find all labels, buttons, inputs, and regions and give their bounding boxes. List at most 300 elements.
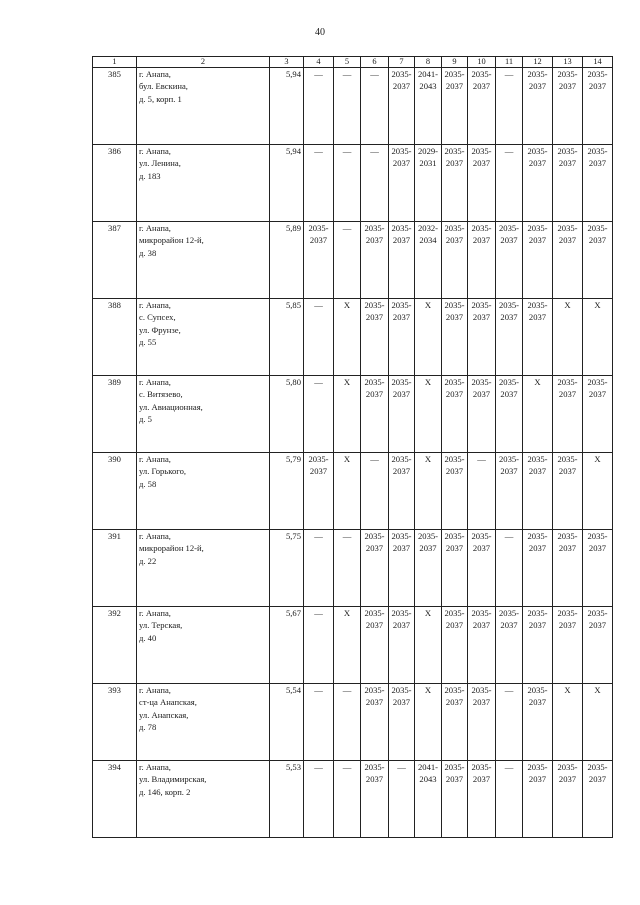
- period-cell-col-12: [523, 607, 553, 684]
- period-line: —: [314, 685, 323, 695]
- period-cell-col-11: [496, 453, 523, 530]
- address-cell: [137, 299, 270, 376]
- period-line: 2035-: [557, 454, 578, 464]
- column-header-14: 14: [583, 57, 613, 68]
- period-cell-col-9: [442, 607, 468, 684]
- period-line: 2035-: [527, 685, 548, 695]
- address-line: ст-ца Анапская,: [139, 697, 197, 708]
- period-line: —: [504, 685, 514, 695]
- period-cell-col-12: [523, 68, 553, 145]
- period-line: 2035-: [391, 685, 412, 695]
- period-line: 2037: [528, 158, 547, 169]
- period-line: 2037: [472, 697, 491, 708]
- row-number: 387: [93, 222, 137, 299]
- table-row: [93, 453, 613, 530]
- column-header-4: 4: [304, 57, 334, 68]
- period-line: 2037: [445, 543, 464, 554]
- column-header-12: 12: [523, 57, 553, 68]
- address-cell: [137, 684, 270, 761]
- period-line: —: [342, 69, 352, 79]
- period-cell-col-13: [553, 453, 583, 530]
- period-line: —: [314, 608, 323, 618]
- period-cell-col-11: [496, 530, 523, 607]
- period-line: 2035-: [471, 223, 492, 233]
- period-cell-col-4: [304, 376, 334, 453]
- table-row: [93, 761, 613, 838]
- period-cell-col-13: [553, 530, 583, 607]
- period-cell-col-4: [304, 453, 334, 530]
- row-number: 390: [93, 453, 137, 530]
- period-cell-col-14: [583, 607, 613, 684]
- period-line: 2035-: [498, 608, 520, 618]
- period-line: —: [370, 146, 379, 156]
- period-line: —: [342, 762, 352, 772]
- period-cell-col-14: [583, 145, 613, 222]
- period-line: 2035-: [471, 531, 492, 541]
- address-cell: [137, 68, 270, 145]
- period-line: 2035-: [391, 608, 412, 618]
- column-header-10: 10: [468, 57, 496, 68]
- period-line: 2035-: [587, 223, 608, 233]
- period-cell-col-8: [415, 68, 442, 145]
- period-cell-col-4: [304, 684, 334, 761]
- period-line: 2037: [588, 543, 607, 554]
- period-cell-col-10: [468, 530, 496, 607]
- period-line: 2035-: [587, 69, 608, 79]
- period-cell-col-6: [361, 530, 389, 607]
- period-line: 2035-: [444, 300, 465, 310]
- period-cell-col-12: [523, 222, 553, 299]
- address-line: г. Анапа,: [139, 300, 171, 310]
- address-line: г. Анапа,: [139, 223, 171, 233]
- period-line: —: [504, 762, 514, 772]
- period-cell-col-11: [496, 376, 523, 453]
- period-line: 2035-: [444, 454, 465, 464]
- period-line: —: [314, 69, 323, 79]
- period-cell-col-4: [304, 607, 334, 684]
- period-cell-col-6: [361, 222, 389, 299]
- period-line: 2037: [472, 81, 491, 92]
- page-number: 40: [315, 27, 325, 38]
- column-header-1: 1: [93, 57, 137, 68]
- period-line: —: [370, 454, 379, 464]
- period-line: 2037: [445, 466, 464, 477]
- period-cell-col-10: [468, 376, 496, 453]
- period-line: 2037: [365, 235, 384, 246]
- period-cell-col-14: [583, 684, 613, 761]
- period-line: 2037: [472, 235, 491, 246]
- period-line: 2037: [528, 235, 547, 246]
- period-line: —: [314, 146, 323, 156]
- period-line: 2037: [472, 543, 491, 554]
- period-cell-col-7: [389, 530, 415, 607]
- period-cell-col-7: [389, 145, 415, 222]
- period-cell-col-5: [334, 299, 361, 376]
- period-cell-col-9: [442, 761, 468, 838]
- column-header-8: 8: [415, 57, 442, 68]
- period-cell-col-12: [523, 145, 553, 222]
- row-number: 389: [93, 376, 137, 453]
- period-line: 2037: [472, 312, 491, 323]
- period-cell-col-12: [523, 684, 553, 761]
- period-line: —: [342, 531, 352, 541]
- period-line: 2035-: [527, 531, 548, 541]
- period-line: 2037: [500, 620, 518, 631]
- row-number: 392: [93, 607, 137, 684]
- period-line: 2035-: [527, 762, 548, 772]
- period-cell-col-14: [583, 299, 613, 376]
- period-line: 2035-: [364, 608, 385, 618]
- period-cell-col-13: [553, 376, 583, 453]
- period-line: 2035-: [391, 377, 412, 387]
- period-line: X: [424, 454, 432, 464]
- table-row: [93, 145, 613, 222]
- period-line: 2037: [445, 81, 464, 92]
- period-line: 2037: [365, 312, 384, 323]
- period-cell-col-6: [361, 684, 389, 761]
- value-cell: 5,94: [270, 68, 304, 145]
- period-line: 2037: [558, 235, 577, 246]
- period-line: 2035-: [364, 300, 385, 310]
- period-line: 2035-: [391, 300, 412, 310]
- period-cell-col-8: [415, 607, 442, 684]
- period-line: 2037: [528, 543, 547, 554]
- table-row: [93, 222, 613, 299]
- period-line: 2037: [500, 466, 518, 477]
- period-line: 2035-: [444, 531, 465, 541]
- period-line: X: [343, 377, 351, 387]
- column-header-9: 9: [442, 57, 468, 68]
- period-line: 2035-: [498, 377, 520, 387]
- row-number: 386: [93, 145, 137, 222]
- address-line: г. Анапа,: [139, 608, 171, 618]
- row-number: 393: [93, 684, 137, 761]
- period-line: 2035-: [444, 685, 465, 695]
- period-line: 2035-: [444, 608, 465, 618]
- period-cell-col-13: [553, 145, 583, 222]
- period-line: 2035-: [471, 377, 492, 387]
- period-line: —: [314, 300, 323, 310]
- period-line: 2035-: [587, 762, 608, 772]
- period-cell-col-11: [496, 607, 523, 684]
- value-cell: 5,67: [270, 607, 304, 684]
- address-line: д. 55: [139, 337, 157, 348]
- period-line: 2035-: [364, 377, 385, 387]
- period-line: 2037: [392, 466, 411, 477]
- period-line: 2032-: [417, 223, 439, 233]
- period-line: X: [594, 454, 601, 464]
- row-number: 385: [93, 68, 137, 145]
- period-cell-col-8: [415, 376, 442, 453]
- period-line: 2037: [419, 543, 437, 554]
- period-line: 2037: [588, 81, 607, 92]
- period-line: 2037: [588, 158, 607, 169]
- period-cell-col-10: [468, 145, 496, 222]
- period-line: 2037: [392, 620, 411, 631]
- period-cell-col-7: [389, 761, 415, 838]
- period-line: 2037: [392, 235, 411, 246]
- period-cell-col-6: [361, 453, 389, 530]
- period-line: —: [477, 454, 486, 464]
- period-line: X: [424, 685, 432, 695]
- period-cell-col-4: [304, 761, 334, 838]
- address-line: д. 22: [139, 555, 157, 566]
- address-line: с. Супсех,: [139, 312, 176, 323]
- value-cell: 5,53: [270, 761, 304, 838]
- address-line: д. 5, корп. 1: [139, 93, 182, 104]
- period-line: 2035-: [557, 531, 578, 541]
- period-line: X: [424, 608, 432, 618]
- address-line: ул. Авиационная,: [139, 401, 203, 412]
- period-line: 2035-: [391, 69, 412, 79]
- period-cell-col-13: [553, 68, 583, 145]
- period-line: 2037: [365, 774, 384, 785]
- period-line: 2037: [528, 466, 547, 477]
- period-cell-col-10: [468, 222, 496, 299]
- period-line: 2035-: [471, 300, 492, 310]
- period-line: 2035-: [471, 685, 492, 695]
- period-line: 2035-: [364, 223, 385, 233]
- period-cell-col-5: [334, 607, 361, 684]
- column-header-5: 5: [334, 57, 361, 68]
- period-line: 2037: [528, 81, 547, 92]
- period-cell-col-4: [304, 222, 334, 299]
- period-line: —: [314, 377, 323, 387]
- table-row: [93, 607, 613, 684]
- period-cell-col-9: [442, 530, 468, 607]
- period-line: 2037: [392, 81, 411, 92]
- period-line: 2037: [472, 389, 491, 400]
- period-line: 2037: [445, 235, 464, 246]
- period-cell-col-7: [389, 222, 415, 299]
- table-row: [93, 299, 613, 376]
- value-cell: 5,75: [270, 530, 304, 607]
- period-cell-col-8: [415, 684, 442, 761]
- period-line: —: [504, 146, 514, 156]
- address-cell: [137, 761, 270, 838]
- period-line: 2035-: [364, 531, 385, 541]
- period-line: 2035-: [557, 223, 578, 233]
- address-line: д. 183: [139, 170, 161, 181]
- address-line: ул. Ленина,: [139, 158, 181, 169]
- period-line: 2035-: [527, 69, 548, 79]
- row-number: 394: [93, 761, 137, 838]
- period-line: 2035-: [444, 762, 465, 772]
- period-line: 2037: [365, 389, 384, 400]
- period-cell-col-14: [583, 761, 613, 838]
- value-cell: 5,54: [270, 684, 304, 761]
- address-line: г. Анапа,: [139, 454, 171, 464]
- period-cell-col-6: [361, 761, 389, 838]
- period-line: 2037: [528, 312, 547, 323]
- period-line: X: [564, 685, 571, 695]
- address-line: д. 5: [139, 414, 152, 425]
- period-cell-col-14: [583, 376, 613, 453]
- period-cell-col-13: [553, 684, 583, 761]
- address-line: г. Анапа,: [139, 685, 171, 695]
- period-cell-col-8: [415, 453, 442, 530]
- period-cell-col-12: [523, 761, 553, 838]
- period-cell-col-11: [496, 68, 523, 145]
- period-cell-col-10: [468, 453, 496, 530]
- period-cell-col-7: [389, 68, 415, 145]
- address-line: г. Анапа,: [139, 69, 171, 79]
- period-cell-col-12: [523, 299, 553, 376]
- period-line: —: [342, 146, 352, 156]
- period-line: 2029-: [417, 146, 439, 156]
- period-line: 2037: [588, 389, 607, 400]
- period-line: X: [424, 300, 432, 310]
- table-row: [93, 530, 613, 607]
- period-cell-col-6: [361, 607, 389, 684]
- period-line: X: [424, 377, 432, 387]
- period-cell-col-14: [583, 68, 613, 145]
- period-line: 2035-: [444, 146, 465, 156]
- period-line: X: [594, 685, 601, 695]
- period-line: —: [504, 69, 514, 79]
- address-cell: [137, 453, 270, 530]
- period-cell-col-8: [415, 530, 442, 607]
- value-cell: 5,89: [270, 222, 304, 299]
- address-cell: [137, 530, 270, 607]
- period-line: 2035-: [364, 685, 385, 695]
- address-line: д. 78: [139, 722, 157, 733]
- period-line: X: [534, 377, 541, 387]
- table-body: [93, 68, 613, 838]
- address-line: ул. Терская,: [139, 620, 183, 631]
- period-cell-col-13: [553, 607, 583, 684]
- period-line: 2037: [445, 158, 464, 169]
- period-line: 2035-: [527, 223, 548, 233]
- period-cell-col-7: [389, 299, 415, 376]
- period-cell-col-7: [389, 684, 415, 761]
- period-line: 2037: [392, 389, 411, 400]
- column-header-7: 7: [389, 57, 415, 68]
- period-cell-col-9: [442, 453, 468, 530]
- period-cell-col-4: [304, 530, 334, 607]
- period-cell-col-7: [389, 453, 415, 530]
- address-line: г. Анапа,: [139, 377, 171, 387]
- period-line: 2037: [558, 620, 577, 631]
- period-line: 2037: [445, 697, 464, 708]
- period-cell-col-5: [334, 145, 361, 222]
- value-cell: 5,85: [270, 299, 304, 376]
- period-cell-col-5: [334, 761, 361, 838]
- period-line: 2041-: [417, 69, 439, 79]
- period-line: 2037: [588, 620, 607, 631]
- period-line: 2037: [558, 543, 577, 554]
- table-row: [93, 684, 613, 761]
- period-line: 2035-: [557, 146, 578, 156]
- period-line: 2037: [445, 774, 464, 785]
- period-line: 2035-: [557, 762, 578, 772]
- period-cell-col-4: [304, 299, 334, 376]
- period-cell-col-14: [583, 530, 613, 607]
- period-line: 2037: [558, 389, 577, 400]
- period-line: 2037: [392, 697, 411, 708]
- period-cell-col-5: [334, 684, 361, 761]
- column-header-11: 11: [496, 57, 523, 68]
- value-cell: 5,94: [270, 145, 304, 222]
- address-cell: [137, 376, 270, 453]
- period-cell-col-9: [442, 299, 468, 376]
- period-line: 2037: [445, 312, 464, 323]
- period-line: 2035-: [557, 608, 578, 618]
- period-line: 2037: [558, 158, 577, 169]
- period-line: 2035-: [587, 608, 608, 618]
- period-cell-col-8: [415, 299, 442, 376]
- period-cell-col-11: [496, 299, 523, 376]
- period-line: 2037: [309, 235, 328, 246]
- period-cell-col-12: [523, 453, 553, 530]
- period-cell-col-10: [468, 299, 496, 376]
- period-line: 2037: [445, 620, 464, 631]
- period-line: 2035-: [557, 69, 578, 79]
- period-cell-col-12: [523, 376, 553, 453]
- period-line: 2035-: [557, 377, 578, 387]
- address-cell: [137, 222, 270, 299]
- address-line: ул. Фрунзе,: [139, 324, 181, 335]
- period-cell-col-13: [553, 222, 583, 299]
- period-line: 2037: [588, 774, 607, 785]
- period-line: 2035-: [471, 762, 492, 772]
- period-cell-col-4: [304, 145, 334, 222]
- period-cell-col-11: [496, 761, 523, 838]
- period-line: 2031: [419, 158, 437, 169]
- row-number: 388: [93, 299, 137, 376]
- period-line: 2035-: [498, 454, 520, 464]
- address-line: д. 58: [139, 478, 157, 489]
- period-line: 2035-: [587, 531, 608, 541]
- period-line: 2035-: [471, 608, 492, 618]
- period-line: 2035-: [391, 454, 412, 464]
- address-line: г. Анапа,: [139, 146, 171, 156]
- period-cell-col-10: [468, 684, 496, 761]
- period-cell-col-11: [496, 222, 523, 299]
- period-cell-col-7: [389, 376, 415, 453]
- period-line: 2037: [392, 158, 411, 169]
- period-cell-col-11: [496, 684, 523, 761]
- period-cell-col-12: [523, 530, 553, 607]
- address-line: микрорайон 12-й,: [139, 543, 204, 554]
- period-line: 2035-: [498, 223, 520, 233]
- period-cell-col-9: [442, 376, 468, 453]
- table-row: [93, 376, 613, 453]
- period-line: X: [564, 300, 571, 310]
- period-line: 2035-: [587, 146, 608, 156]
- value-cell: 5,80: [270, 376, 304, 453]
- period-cell-col-9: [442, 684, 468, 761]
- period-line: 2035-: [471, 146, 492, 156]
- period-cell-col-6: [361, 145, 389, 222]
- address-cell: [137, 145, 270, 222]
- period-line: 2037: [365, 697, 384, 708]
- column-header-13: 13: [553, 57, 583, 68]
- period-line: 2037: [392, 312, 411, 323]
- address-line: г. Анапа,: [139, 762, 171, 772]
- address-line: ул. Владимирская,: [139, 774, 207, 785]
- period-line: X: [343, 300, 351, 310]
- period-cell-col-10: [468, 607, 496, 684]
- period-line: 2037: [558, 81, 577, 92]
- register-table: [92, 56, 613, 838]
- column-header-3: 3: [270, 57, 304, 68]
- period-cell-col-9: [442, 222, 468, 299]
- period-line: 2035-: [527, 608, 548, 618]
- address-line: д. 38: [139, 247, 157, 258]
- period-line: 2037: [558, 466, 577, 477]
- period-cell-col-11: [496, 145, 523, 222]
